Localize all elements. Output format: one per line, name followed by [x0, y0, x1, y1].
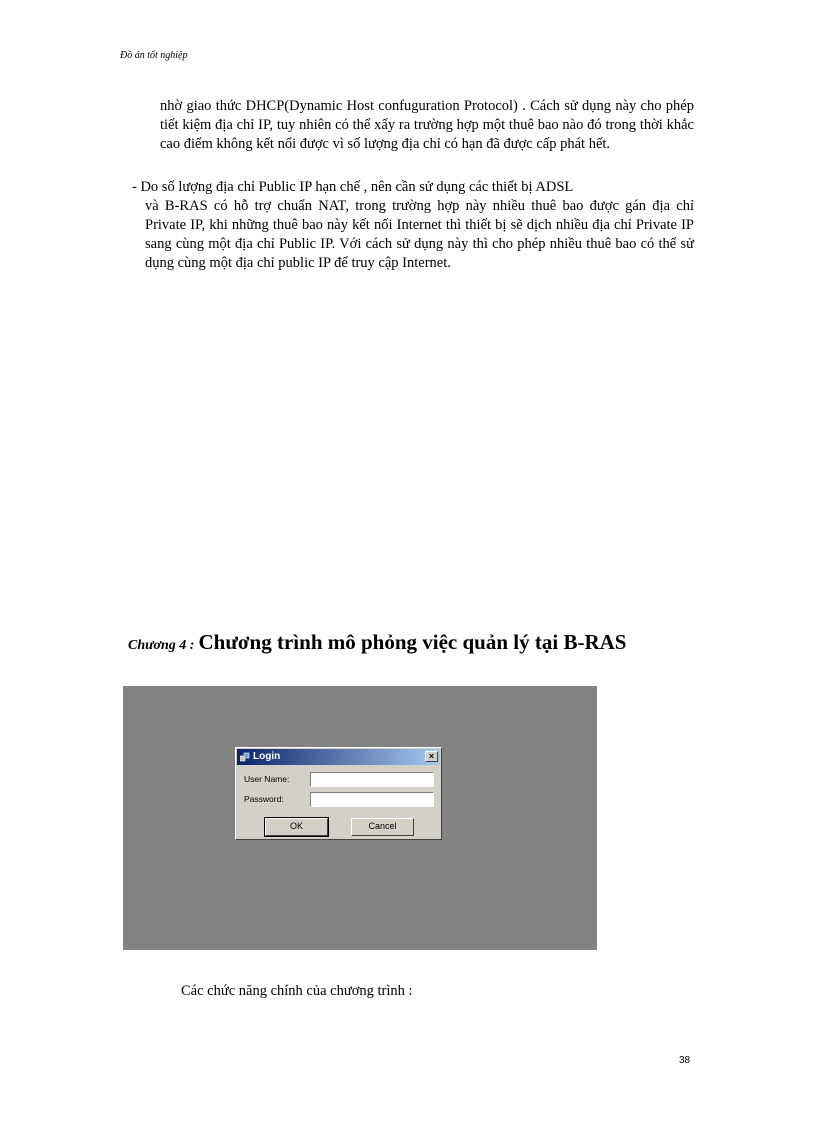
app-icon: [240, 752, 250, 762]
paragraph-nat-first-line: - Do số lượng địa chỉ Public IP hạn chế , nên cần sử dụng các thiết bị ADSL: [132, 179, 574, 195]
page-number: 38: [679, 1055, 691, 1066]
paragraph-nat-body: và B-RAS có hỗ trợ chuẩn NAT, trong trường hợp này nhiều thuê bao được gán địa chỉ Private IP, khi những thuê bao này kết nối Internet thì thiết bị sẽ dịch nhiều địa chỉ Private IP sang cùng một địa chỉ Public IP. Với cách sử dụng này thì cho phép nhiều thuê bao có thể sử dụng cùng một địa chỉ public IP để truy cập Internet.: [145, 198, 694, 271]
paragraph-dhcp: nhờ giao thức DHCP(Dynamic Host confuguration Protocol) . Cách sử dụng này cho phép tiết kiệm địa chỉ IP, tuy nhiên có thể xẩy ra trường hợp một thuê bao nào đó trong thời khắc cao điểm không kết nối được vì số lượng địa chỉ có hạn đã được cấp phát hết.: [160, 98, 694, 152]
chapter-heading: [128, 630, 626, 655]
close-button[interactable]: [425, 751, 438, 762]
login-screenshot: [123, 686, 597, 950]
chapter-label: Chương 4 :: [128, 638, 195, 653]
ok-button[interactable]: OK: [265, 818, 328, 836]
password-label: Password:: [244, 794, 284, 804]
login-titlebar: [237, 749, 440, 765]
username-label: User Name:: [244, 774, 290, 784]
chapter-title: Chương trình mô phỏng việc quản lý tại B-RAS: [198, 630, 627, 654]
caption-functions: Các chức năng chính của chương trình :: [181, 983, 413, 999]
username-input[interactable]: [310, 772, 434, 787]
paragraph-nat: [132, 178, 694, 273]
running-header: Đồ án tốt nghiệp: [120, 50, 188, 61]
password-input[interactable]: [310, 792, 434, 807]
login-dialog: [235, 747, 442, 840]
close-icon: ×: [428, 751, 435, 761]
login-title: Login: [253, 751, 281, 762]
cancel-button[interactable]: Cancel: [351, 818, 414, 836]
